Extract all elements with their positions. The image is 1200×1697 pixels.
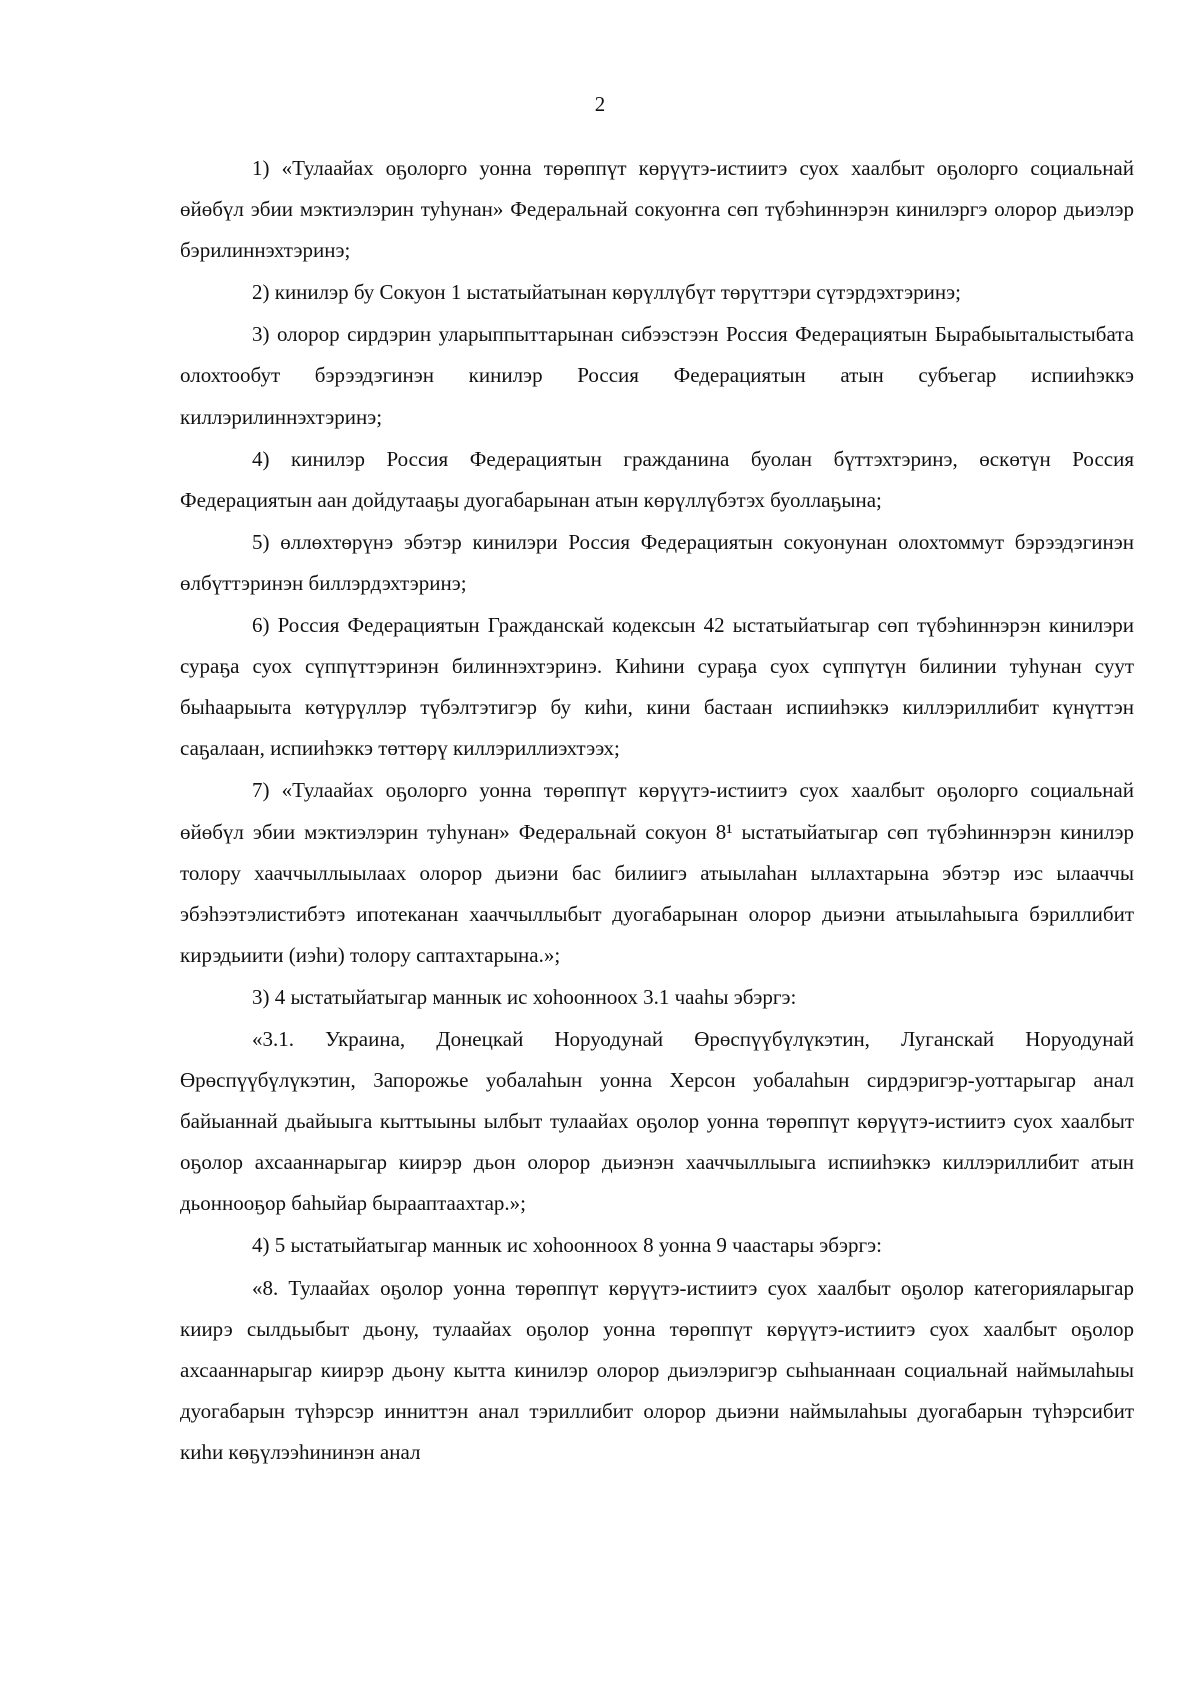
paragraph-item-7: 7) «Тулаайах оҕолорго уонна төрөппүт көрүүтэ-истиитэ суох хаалбыт оҕолорго социальнай өйөбүл эбии мэктиэлэрин туһунан» Федеральнай сокуон 8¹ ыстатыйатыгар сөп түбэһиннэрэн кинилэр толору хааччыллыылаах олорор дьиэни бас билиигэ атыылаһан ыллахтарына эбэтэр иэс ылааччы эбэһээтэлистибэтэ ипотеканан хааччыллыбыт дуогабарынан олорор дьиэни атыылаһыыга бэриллибит кирэдьиити (иэһи) толору саптахтарына.»; — [180, 778, 1134, 967]
paragraph-item-6: 6) Россия Федерациятын Гражданскай кодексын 42 ыстатыйатыгар сөп түбэһиннэрэн кинилэри сураҕа суох сүппүттэринэн билиннэхтэринэ. Киһини сураҕа суох сүппүтүн билинии туһунан суут быһаарыыта көтүрүллэр түбэлтэтигэр бу киһи, кини бастаан испииһэккэ киллэриллибит күнүттэн саҕалаан, испииһэккэ төттөрү киллэриллиэхтээх; — [180, 613, 1134, 761]
document-body — [180, 148, 1134, 1474]
paragraph-item-1: 1) «Тулаайах оҕолорго уонна төрөппүт көрүүтэ-истиитэ суох хаалбыт оҕолорго социальнай өйөбүл эбии мэктиэлэрин туһунан» Федеральнай сокуоҥҥа сөп түбэһиннэрэн кинилэргэ олорор дьиэлэр бэрилиннэхтэринэ; — [180, 156, 1134, 263]
amendment-point-3: 3) 4 ыстатыйатыгар маннык ис хоһоонноох 3.1 чааһы эбэргэ: — [252, 984, 797, 1009]
paragraph-item-3: 3) олорор сирдэрин уларыппыттарынан сибээстээн Россия Федерациятын Бырабыыталыстыбата олохтообут бэрээдэгинэн кинилэр Россия Федерациятын атын субъегар испииһэккэ киллэрилиннэхтэринэ; — [180, 322, 1134, 429]
paragraph-item-2: 2) кинилэр бу Сокуон 1 ыстатыйатынан көрүллүбүт төрүттэри сүтэрдэхтэринэ; — [252, 280, 961, 305]
amendment-text-8: «8. Тулаайах оҕолор уонна төрөппүт көрүүтэ-истиитэ суох хаалбыт оҕолор категорияларыгар киирэ сылдьыбыт дьону, тулаайах оҕолор уонна төрөппүт көрүүтэ-истиитэ суох хаалбыт оҕолор ахсааннарыгар киирэр дьону кытта кинилэр олорор дьиэлэригэр сыһыаннаан социальнай наймылаһыы дуогабарын түһэрсэр инниттэн анал тэриллибит олорор дьиэни наймылаһыы дуогабарын түһэрсибит киһи көҕүлээһининэн анал — [180, 1275, 1134, 1464]
amendment-text-3-1: «3.1. Украина, Донецкай Норуодунай Өрөспүүбүлүкэтин, Луганскай Норуодунай Өрөспүүбүлүкэтин, Запорожье уобалаһын уонна Херсон уобалаһын сирдэригэр-уоттарыгар анал байыаннай дьайыыга кыттыыны ылбыт тулаайах оҕолор уонна төрөппүт көрүүтэ-истиитэ суох хаалбыт оҕолор ахсааннарыгар киирэр дьон олорор дьиэнэн хааччыллыыга испииһэккэ киллэриллибит атын дьоннооҕор баһыйар бырааптаахтар.»; — [180, 1026, 1134, 1216]
paragraph-item-4: 4) кинилэр Россия Федерациятын гражданина буолан бүттэхтэринэ, өскөтүн Россия Федерациятын аан дойдутааҕы дуогабарынан атын көрүллүбэтэх буоллаҕына; — [180, 446, 1134, 512]
paragraph-item-5: 5) өллөхтөрүнэ эбэтэр кинилэри Россия Федерациятын сокуонунан олохтоммут бэрээдэгинэн өлбүттэринэн биллэрдэхтэринэ; — [180, 529, 1134, 595]
amendment-point-4: 4) 5 ыстатыйатыгар маннык ис хоһоонноох 8 уонна 9 чаастары эбэргэ: — [252, 1233, 882, 1258]
page-number: 2 — [594, 92, 606, 116]
